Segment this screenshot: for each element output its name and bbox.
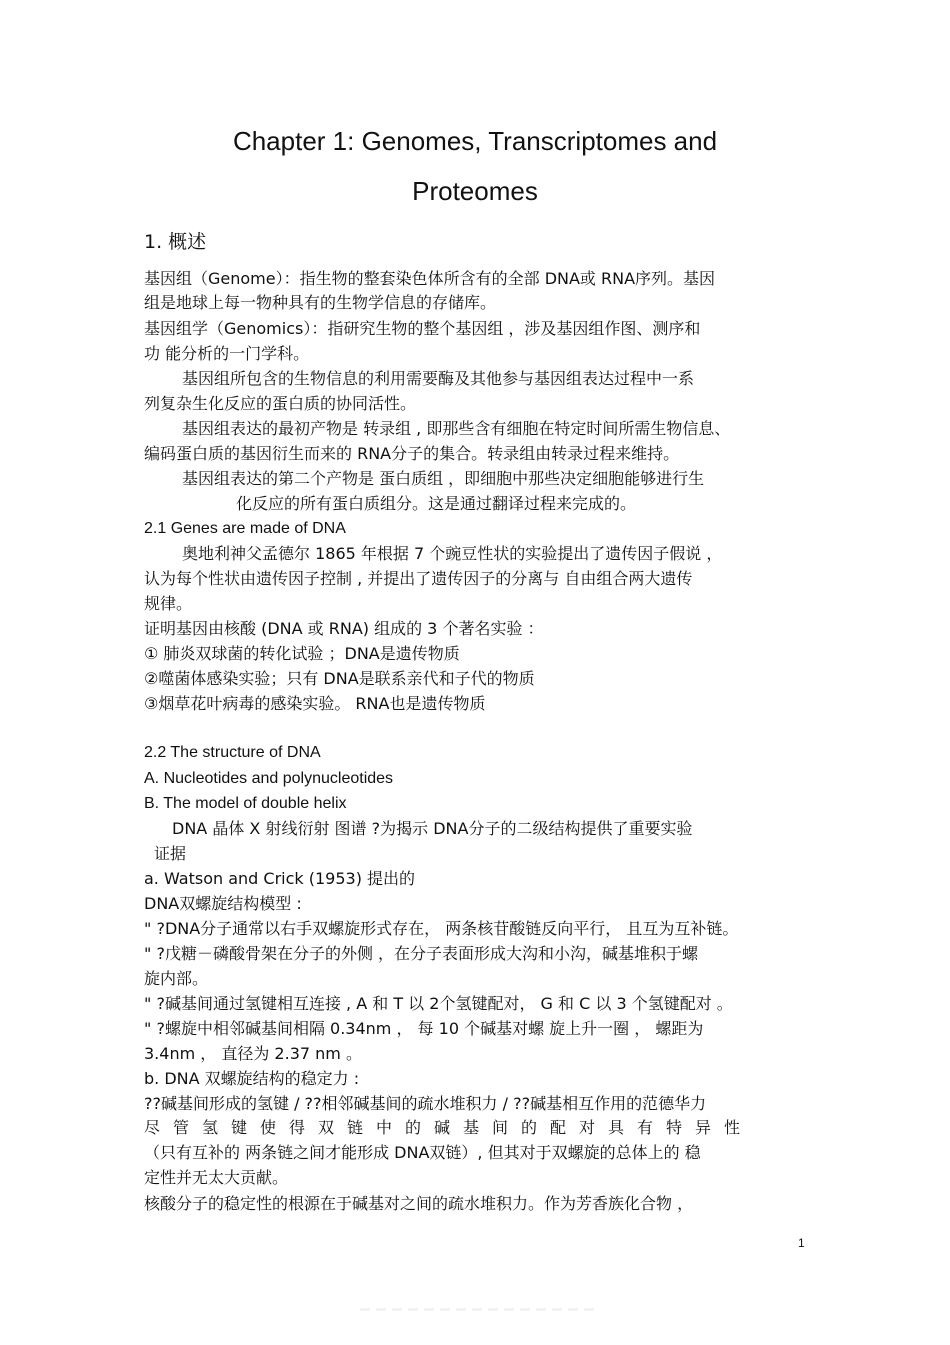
- chapter-title-line-2: Proteomes: [412, 176, 538, 206]
- paragraph-line: " ?戊糖－磷酸骨架在分子的外侧 ，在分子表面形成大沟和小沟，碱基堆积于螺: [144, 944, 699, 963]
- list-item: ③烟草花叶病毒的感染实验。 RNA也是遗传物质: [144, 694, 486, 713]
- paragraph-line: 列复杂生化反应的蛋白质的协同活性。: [144, 394, 417, 413]
- paragraph-line: 基因组（Genome）：指生物的整套染色体所含有的全部 DNA或 RNA序列。基因: [144, 269, 716, 288]
- section-heading-dna-structure: 2.2 The structure of DNA: [144, 744, 321, 761]
- paragraph-line: 规律。: [144, 594, 193, 613]
- paragraph-line: " ?螺旋中相邻碱基间相隔 0.34nm ， 每 10 个碱基对螺 旋上升一圈 ， 螺距为: [144, 1019, 704, 1038]
- subheading-nucleotides: A. Nucleotides and polynucleotides: [144, 770, 394, 787]
- paragraph-line: 基因组表达的第二个产物是 蛋白质组 ，即细胞中那些决定细胞能够进行生: [182, 469, 705, 488]
- paragraph-line: 核酸分子的稳定性的根源在于碱基对之间的疏水堆积力。作为芳香族化合物 ，: [144, 1194, 694, 1213]
- paragraph-line: 旋内部。: [144, 969, 209, 988]
- page-number: 1: [798, 1236, 805, 1250]
- paragraph-line: 基因组所包含的生物信息的利用需要酶及其他参与基因组表达过程中一系: [182, 369, 695, 388]
- paragraph-line: 认为每个性状由遗传因子控制 , 并提出了遗传因子的分离与 自由组合两大遗传: [144, 569, 693, 588]
- paragraph-line: ??碱基间形成的氢键 / ??相邻碱基间的疏水堆积力 / ??碱基相互作用的范德华力: [144, 1094, 707, 1113]
- list-item: ②噬菌体感染实验；只有 DNA是联系亲代和子代的物质: [144, 669, 535, 688]
- paragraph-line: 组是地球上每一物种具有的生物学信息的存储库。: [144, 293, 497, 312]
- section-heading-genes-dna: 2.1 Genes are made of DNA: [144, 520, 346, 537]
- paragraph-line: 基因组表达的最初产物是 转录组 , 即那些含有细胞在特定时间所需生物信息、: [182, 419, 731, 438]
- footer-watermark-strip: [360, 1308, 600, 1311]
- paragraph-line: 证明基因由核酸 (DNA 或 RNA) 组成的 3 个著名实验 ：: [144, 619, 544, 638]
- section-heading-overview: 1. 概述: [144, 231, 207, 253]
- paragraph-line: 基因组学（Genomics）：指研究生物的整个基因组 ，涉及基因组作图、测序和: [144, 319, 701, 338]
- subheading-double-helix: B. The model of double helix: [144, 795, 347, 812]
- paragraph-line: 化反应的所有蛋白质组分。这是通过翻译过程来完成的。: [236, 494, 637, 513]
- chapter-title-line-1: Chapter 1: Genomes, Transcriptomes and: [232, 126, 718, 156]
- paragraph-line: 证据: [154, 844, 187, 863]
- paragraph-line: a. Watson and Crick (1953) 提出的: [144, 869, 416, 888]
- paragraph-line: 3.4nm ， 直径为 2.37 nm 。: [144, 1044, 362, 1063]
- paragraph-line: 奥地利神父孟德尔 1865 年根据 7 个豌豆性状的实验提出了遗传因子假说 ，: [182, 544, 723, 563]
- paragraph-line: 编码蛋白质的基因衍生而来的 RNA分子的集合。转录组由转录过程来维持。: [144, 444, 680, 463]
- list-item: ① 肺炎双球菌的转化试验 ；DNA是遗传物质: [144, 644, 460, 663]
- paragraph-line: 定性并无太大贡献。: [144, 1168, 289, 1187]
- paragraph-line: b. DNA 双螺旋结构的稳定力 :: [144, 1069, 360, 1088]
- paragraph-line: （只有互补的 两条链之间才能形成 DNA双链）, 但其对于双螺旋的总体上的 稳: [144, 1143, 701, 1162]
- paragraph-line: " ?碱基间通过氢键相互连接 , A 和 T 以 2个氢键配对， G 和 C 以 3 个氢键配对 。: [144, 994, 733, 1013]
- paragraph-line: DNA双螺旋结构模型 :: [144, 894, 302, 913]
- paragraph-line: " ?DNA分子通常以右手双螺旋形式存在， 两条核苷酸链反向平行， 且互为互补链。: [144, 919, 739, 938]
- paragraph-line: 功 能分析的一门学科。: [144, 344, 310, 363]
- paragraph-line: 尽管氢键使得双链中的碱基间的配对具有特异性: [144, 1118, 754, 1137]
- paragraph-line: DNA 晶体 X 射线衍射 图谱 ?为揭示 DNA分子的二级结构提供了重要实验: [172, 819, 693, 838]
